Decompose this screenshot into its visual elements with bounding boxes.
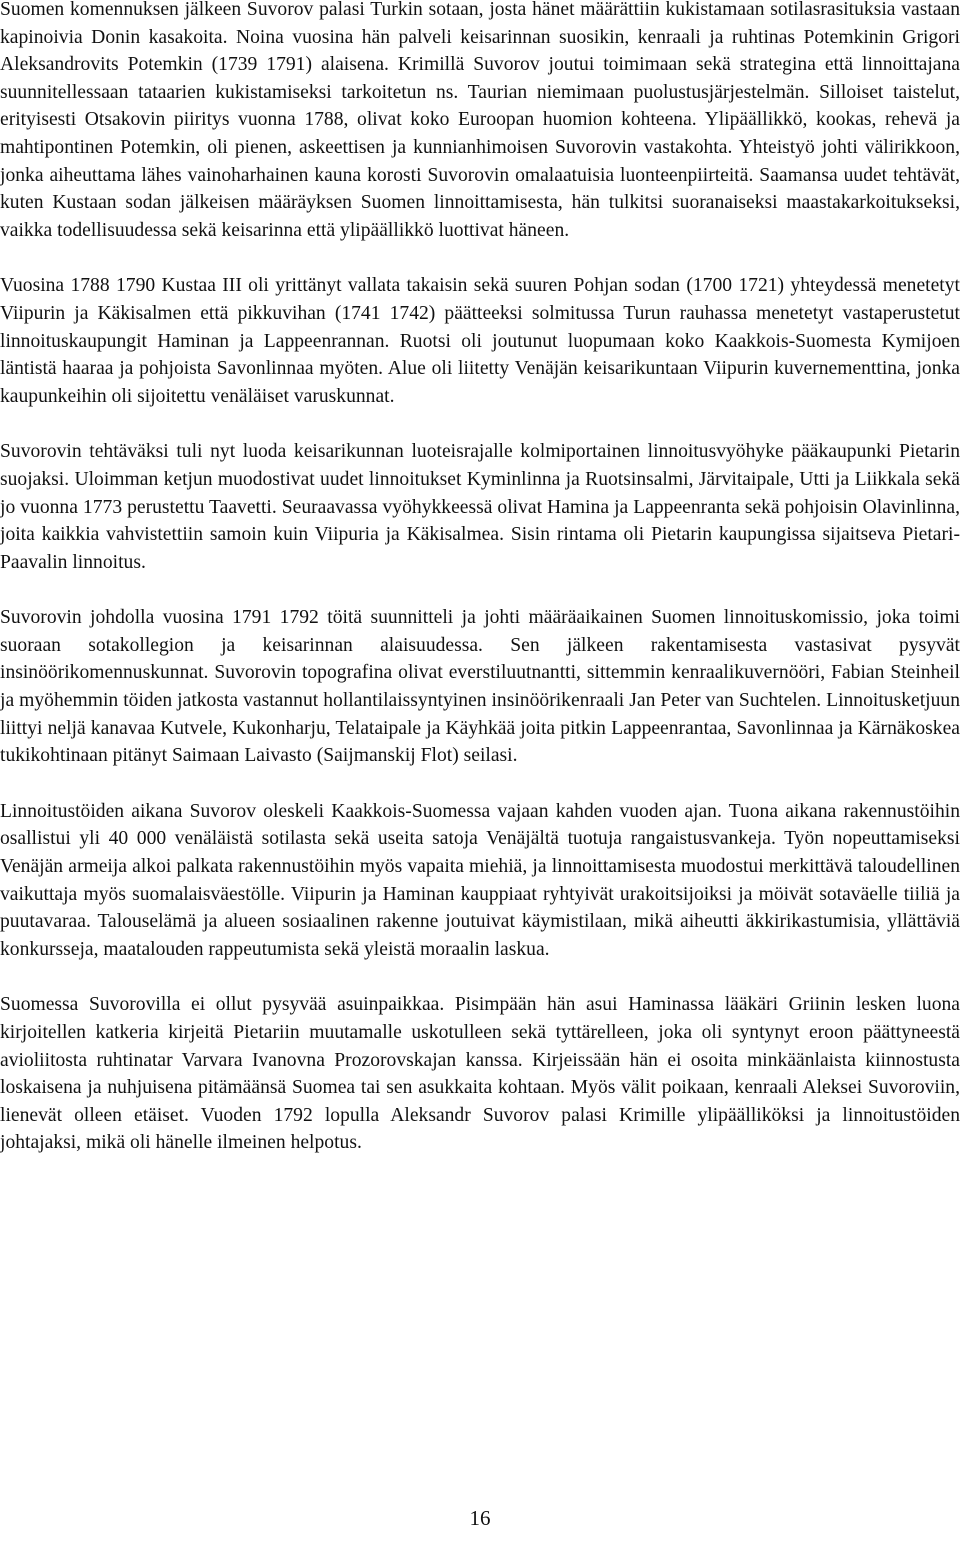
paragraph: Suvorovin tehtäväksi tuli nyt luoda keisarikunnan luoteisrajalle kolmiportainen linnoitusvyöhyke pääkaupunki Pietarin suojaksi. Uloimman ketjun muodostivat uudet linnoitukset Kyminlinna ja Ruotsinsalmi, Järvitaipale, Utti ja Liikkala sekä jo vuonna 1773 perustettu Taavetti. Seuraavassa vyöhykkeessä olivat Hamina ja Lappeenranta sekä pohjoisin Olavinlinna, joita kaikkia vahvistettiin samoin kuin Viipuria ja Käkisalmea. Sisin rintama oli Pietarin kaupungissa sijaitseva Pietari-Paavalin linnoitus. — [0, 441, 960, 573]
paragraph: Linnoitustöiden aikana Suvorov oleskeli Kaakkois-Suomessa vajaan kahden vuoden ajan. Tuona aikana rakennustöihin osallistui yli 40 000 venäläistä sotilasta sekä useita satoja Venäjältä tuotuja rangaistusvankeja. Työn nopeuttamiseksi Venäjän armeija alkoi palkata rakennustöihin myös vapaita miehiä, ja linnoittamisesta muodostui merkittävä taloudellinen vaikuttaja myös suomalaisväestölle. Viipurin ja Haminan kauppiaat ryhtyivät urakoitsijoiksi ja möivät sotaväelle tiiliä ja puutavaraa. Talouselämä ja alueen sosiaalinen rakenne joutuivat käymistilaan, mikä aiheutti äkkirikastumisia, yllättäviä konkursseja, maatalouden rappeutumista sekä yleistä moraalin laskua. — [0, 800, 960, 960]
paragraph: Suvorovin johdolla vuosina 1791 1792 töitä suunnitteli ja johti määräaikainen Suomen linnoituskomissio, joka toimi suoraan sotakollegion ja keisarinnan alaisuudessa. Sen jälkeen rakentamisesta vastasivat pysyvät insinöörikomennuskunnat. Suvorovin topografina olivat everstiluutnantti, sittemmin kenraalikuvernööri, Fabian Steinheil ja myöhemmin töiden jatkosta vastannut hollantilaissyntyinen insinöörikenraali Jan Peter van Suchtelen. Linnoitusketjuun liittyi neljä kanavaa Kutvele, Kukonharju, Telataipale ja Käyhkää joita pitkin Lappeenrantaa, Savonlinnaa ja Kärnäkoskea tukikohtinaan pitänyt Saimaan Laivasto (Saijmanskij Flot) seilasi. — [0, 607, 960, 767]
paragraph: Suomessa Suvorovilla ei ollut pysyvää asuinpaikkaa. Pisimpään hän asui Haminassa lääkäri Griinin lesken luona kirjoitellen katkeria kirjeitä Pietariin muutamalle uskotulleen sekä tyttärelleen, joka oli syntynyt eroon päättyneestä avioliitosta ruhtinatar Varvara Ivanovna Prozorovskajan kanssa. Kirjeissään hän ei osoita minkäänlaista kiinnostusta loskaisena ja nuhjuisena pitämäänsä Suomea tai sen asukkaita kohtaan. Myös välit poikaan, kenraali Aleksei Suvoroviin, lienevät olleen etäiset. Vuoden 1792 lopulla Aleksandr Suvorov palasi Krimille ylipäälliköksi ja linnoitustöiden johtajaksi, mikä oli hänelle ilmeinen helpotus. — [0, 994, 960, 1154]
page-number: 16 — [469, 1506, 491, 1530]
paragraph: Vuosina 1788 1790 Kustaa III oli yrittänyt vallata takaisin sekä suuren Pohjan sodan (1700 1721) yhteydessä menetetyt Viipurin ja Käkisalmen että pikkuvihan (1741 1742) päätteeksi solmitussa Turun rauhassa menetetyt vastaperustetut linnoituskaupungit Haminan ja Lappeenrannan. Ruotsi oli joutunut luopumaan koko Kaakkois-Suomesta Kymijoen läntistä haaraa ja pohjoista Savonlinnaa myöten. Alue oli liitetty Venäjän keisarikuntaan Viipurin kuvernementtina, jonka kaupunkeihin oli sijoitettu venäläiset varuskunnat. — [0, 275, 960, 407]
paragraph: Suomen komennuksen jälkeen Suvorov palasi Turkin sotaan, josta hänet määrättiin kukistamaan sotilasrasituksia vastaan kapinoivia Donin kasakoita. Noina vuosina hän palveli keisarinnan suosikin, kenraali ja ruhtinas Potemkinin Grigori Aleksandrovits Potemkin (1739 1791) alaisena. Krimillä Suvorov joutui toimimaan sekä strategina että linnoittajana suunnitellessaan tataarien kukistamiseksi tarkoitetun ns. Taurian niemimaan puolustusjärjestelmän. Silloiset taistelut, erityisesti Otsakovin piiritys vuonna 1788, olivat koko Euroopan huomion kohteena. Ylipäällikkö, kookas, rehevä ja mahtipontinen Potemkin, oli pienen, askeettisen ja kunnianhimoisen Suvorovin vastakohta. Yhteistyö johti välirikkoon, jonka aiheuttama lähes vainoharhainen kauna korosti Suvorovin omalaatuisia luonteenpiirteitä. Saamansa uudet tehtävät, kuten Kustaan sodan jälkeisen määräyksen Suomen linnoittamisesta, hän tulkitsi suoranaiseksi maastakarkoitukseksi, vaikka todellisuudessa sekä keisarinna että ylipäällikkö luottivat häneen. — [0, 0, 960, 241]
